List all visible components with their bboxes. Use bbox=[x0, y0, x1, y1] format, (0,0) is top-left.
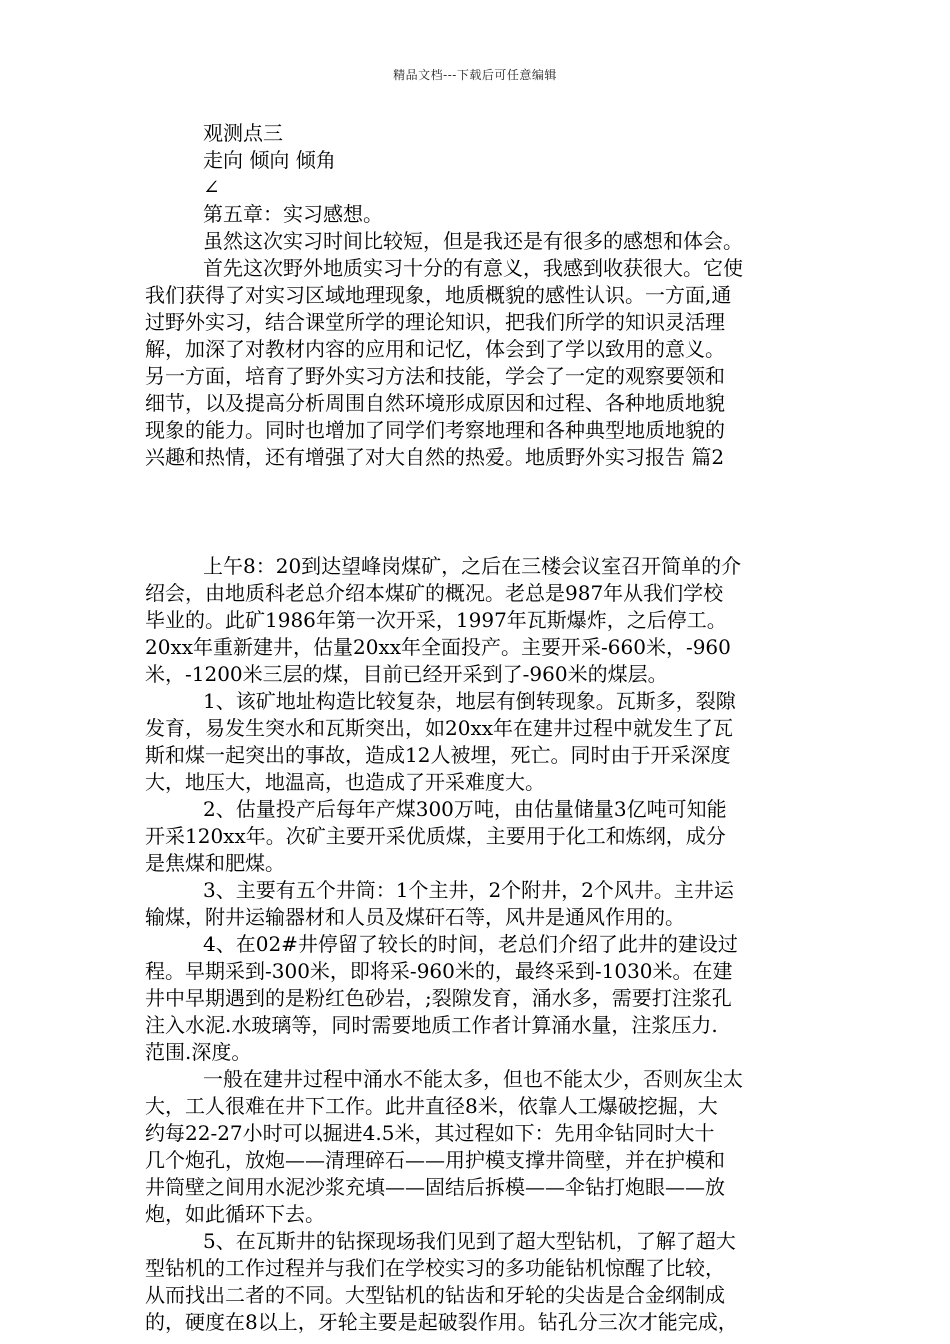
text-line: 是焦煤和肥煤。 bbox=[145, 851, 285, 875]
text-line: 发育，易发生突水和瓦斯突出，如20xx年在建井过程中就发生了瓦 bbox=[145, 716, 734, 740]
text-line: 绍会，由地质科老总介绍本煤矿的概况。老总是987年从我们学校 bbox=[145, 581, 724, 605]
text-line: 注入水泥.水玻璃等，同时需要地质工作者计算涌水量，注浆压力. bbox=[145, 1013, 718, 1037]
text-line: 5、在瓦斯井的钻探现场我们见到了超大型钻机，了解了超大 bbox=[203, 1229, 736, 1253]
text-line: 斯和煤一起突出的事故，造成12人被埋，死亡。同时由于开采深度 bbox=[145, 743, 731, 767]
text-line: 一般在建井过程中涌水不能太多，但也不能太少，否则灰尘太 bbox=[203, 1067, 743, 1091]
text-line: 大，地压大，地温高，也造成了开采难度大。 bbox=[145, 770, 545, 794]
text-line: 解，加深了对教材内容的应用和记忆，体会到了学以致用的意义。 bbox=[145, 337, 725, 361]
section-gap bbox=[145, 471, 805, 553]
text-line: 3、主要有五个井筒：1个主井，2个附井，2个风井。主井运 bbox=[203, 878, 734, 902]
text-line: 井中早期遇到的是粉红色砂岩，;裂隙发育，涌水多，需要打注浆孔 bbox=[145, 986, 732, 1010]
chapter-heading: 第五章：实习感想。 bbox=[203, 202, 383, 226]
text-line: 4、在02#井停留了较长的时间，老总们介绍了此井的建设过 bbox=[203, 932, 738, 956]
text-line: 2、估量投产后每年产煤300万吨，由估量储量3亿吨可知能 bbox=[203, 797, 727, 821]
text-line: 毕业的。此矿1986年第一次开采，1997年瓦斯爆炸，之后停工。 bbox=[145, 608, 727, 632]
text-line: 走向 倾向 倾角 bbox=[203, 148, 336, 172]
text-line: 型钻机的工作过程并与我们在学校实习的多功能钻机惊醒了比较， bbox=[145, 1256, 725, 1280]
text-line: 我们获得了对实习区域地理现象，地质概貌的感性认识。一方面,通 bbox=[145, 283, 732, 307]
text-line: 从而找出二者的不同。大型钻机的钻齿和牙轮的尖齿是合金纲制成 bbox=[145, 1283, 725, 1307]
text-line: 首先这次野外地质实习十分的有意义，我感到收获很大。它使 bbox=[203, 256, 743, 280]
text-line: 井筒壁之间用水泥沙浆充填——固结后拆模——伞钻打炮眼——放 bbox=[145, 1175, 725, 1199]
text-line: 输煤，附井运输器材和人员及煤矸石等，风井是通风作用的。 bbox=[145, 905, 685, 929]
text-line: 程。早期采到-300米，即将采-960米的，最终采到-1030米。在建 bbox=[145, 959, 733, 983]
page-header: 精品文档---下载后可任意编辑 bbox=[393, 68, 557, 82]
text-line: ∠ bbox=[203, 175, 220, 199]
text-line: 现象的能力。同时也增加了同学们考察地理和各种典型地质地貌的 bbox=[145, 418, 725, 442]
text-line: 观测点三 bbox=[203, 121, 283, 145]
text-line: 开采120xx年。次矿主要开采优质煤，主要用于化工和炼纲，成分 bbox=[145, 824, 726, 848]
text-line: 另一方面，培育了野外实习方法和技能，学会了一定的观察要领和 bbox=[145, 364, 725, 388]
text-line: 细节，以及提高分析周围自然环境形成原因和过程、各种地质地貌 bbox=[145, 391, 725, 415]
document-body bbox=[145, 120, 805, 1336]
text-line: 1、该矿地址构造比较复杂，地层有倒转现象。瓦斯多，裂隙 bbox=[203, 689, 736, 713]
text-line: 上午8：20到达望峰岗煤矿，之后在三楼会议室召开简单的介 bbox=[203, 554, 742, 578]
text-line: 虽然这次实习时间比较短，但是我还是有很多的感想和体会。 bbox=[203, 229, 743, 253]
text-line: 过野外实习，结合课堂所学的理论知识，把我们所学的知识灵活理 bbox=[145, 310, 725, 334]
text-line: 的，硬度在8以上，牙轮主要是起破裂作用。钻孔分三次才能完成， bbox=[145, 1310, 738, 1334]
text-line: 炮，如此循环下去。 bbox=[145, 1202, 325, 1226]
text-line: 兴趣和热情，还有增强了对大自然的热爱。地质野外实习报告 篇2 bbox=[145, 445, 725, 469]
text-line: 大，工人很难在井下工作。此井直径8米，依靠人工爆破挖掘，大 bbox=[145, 1094, 718, 1118]
text-line: 米，-1200米三层的煤，目前已经开采到了-960米的煤层。 bbox=[145, 662, 668, 686]
text-line: 范围.深度。 bbox=[145, 1040, 252, 1064]
text-line: 20xx年重新建井，估量20xx年全面投产。主要开采-660米，-960 bbox=[145, 635, 731, 659]
text-line: 几个炮孔，放炮——清理碎石——用护模支撑井筒壁，并在护模和 bbox=[145, 1148, 725, 1172]
text-line: 约每22-27小时可以掘进4.5米，其过程如下：先用伞钻同时大十 bbox=[145, 1121, 715, 1145]
